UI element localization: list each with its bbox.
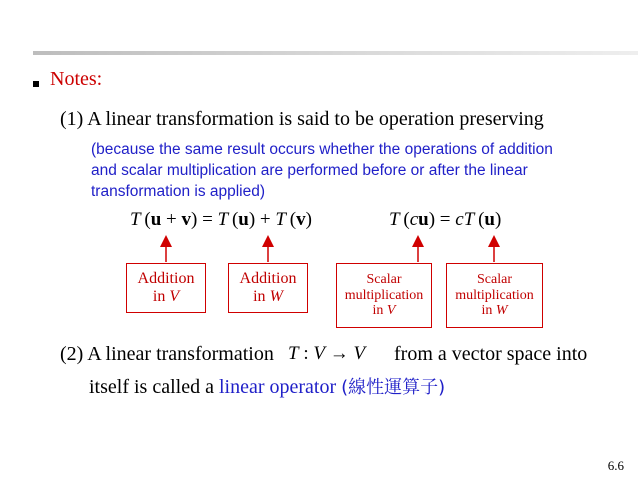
operator-notation: T : V → V xyxy=(288,343,366,364)
explanation-line-2: and scalar multiplication are performed before or after the linear xyxy=(91,162,528,179)
box-addition-in-v: Addition in V xyxy=(126,263,206,313)
explanation-line-1: (because the same result occurs whether the operations of addition xyxy=(91,141,553,158)
box-addition-in-w: Addition in W xyxy=(228,263,308,313)
note-2-line-2: itself is called a linear operator (線性運算子) xyxy=(89,376,446,398)
note-2-start: (2) A linear transformation xyxy=(60,343,274,365)
addition-equation: T (u + v) = T (u) + T (v) xyxy=(130,209,312,230)
linear-operator-term: linear operator xyxy=(218,376,337,398)
explanation-line-3: transformation is applied) xyxy=(91,183,266,200)
scalar-equation: T (cu) = cT (u) xyxy=(389,209,502,230)
chinese-term: (線性運算子) xyxy=(341,377,446,398)
box-scalar-mult-in-w: Scalar multiplication in W xyxy=(446,263,543,328)
box-scalar-mult-in-v: Scalar multiplication in V xyxy=(336,263,432,328)
notes-heading: Notes: xyxy=(50,68,103,90)
note-2-end: from a vector space into xyxy=(394,343,588,365)
page-number: 6.6 xyxy=(607,458,624,473)
note-1: (1) A linear transformation is said to be operation preserving xyxy=(60,108,544,130)
